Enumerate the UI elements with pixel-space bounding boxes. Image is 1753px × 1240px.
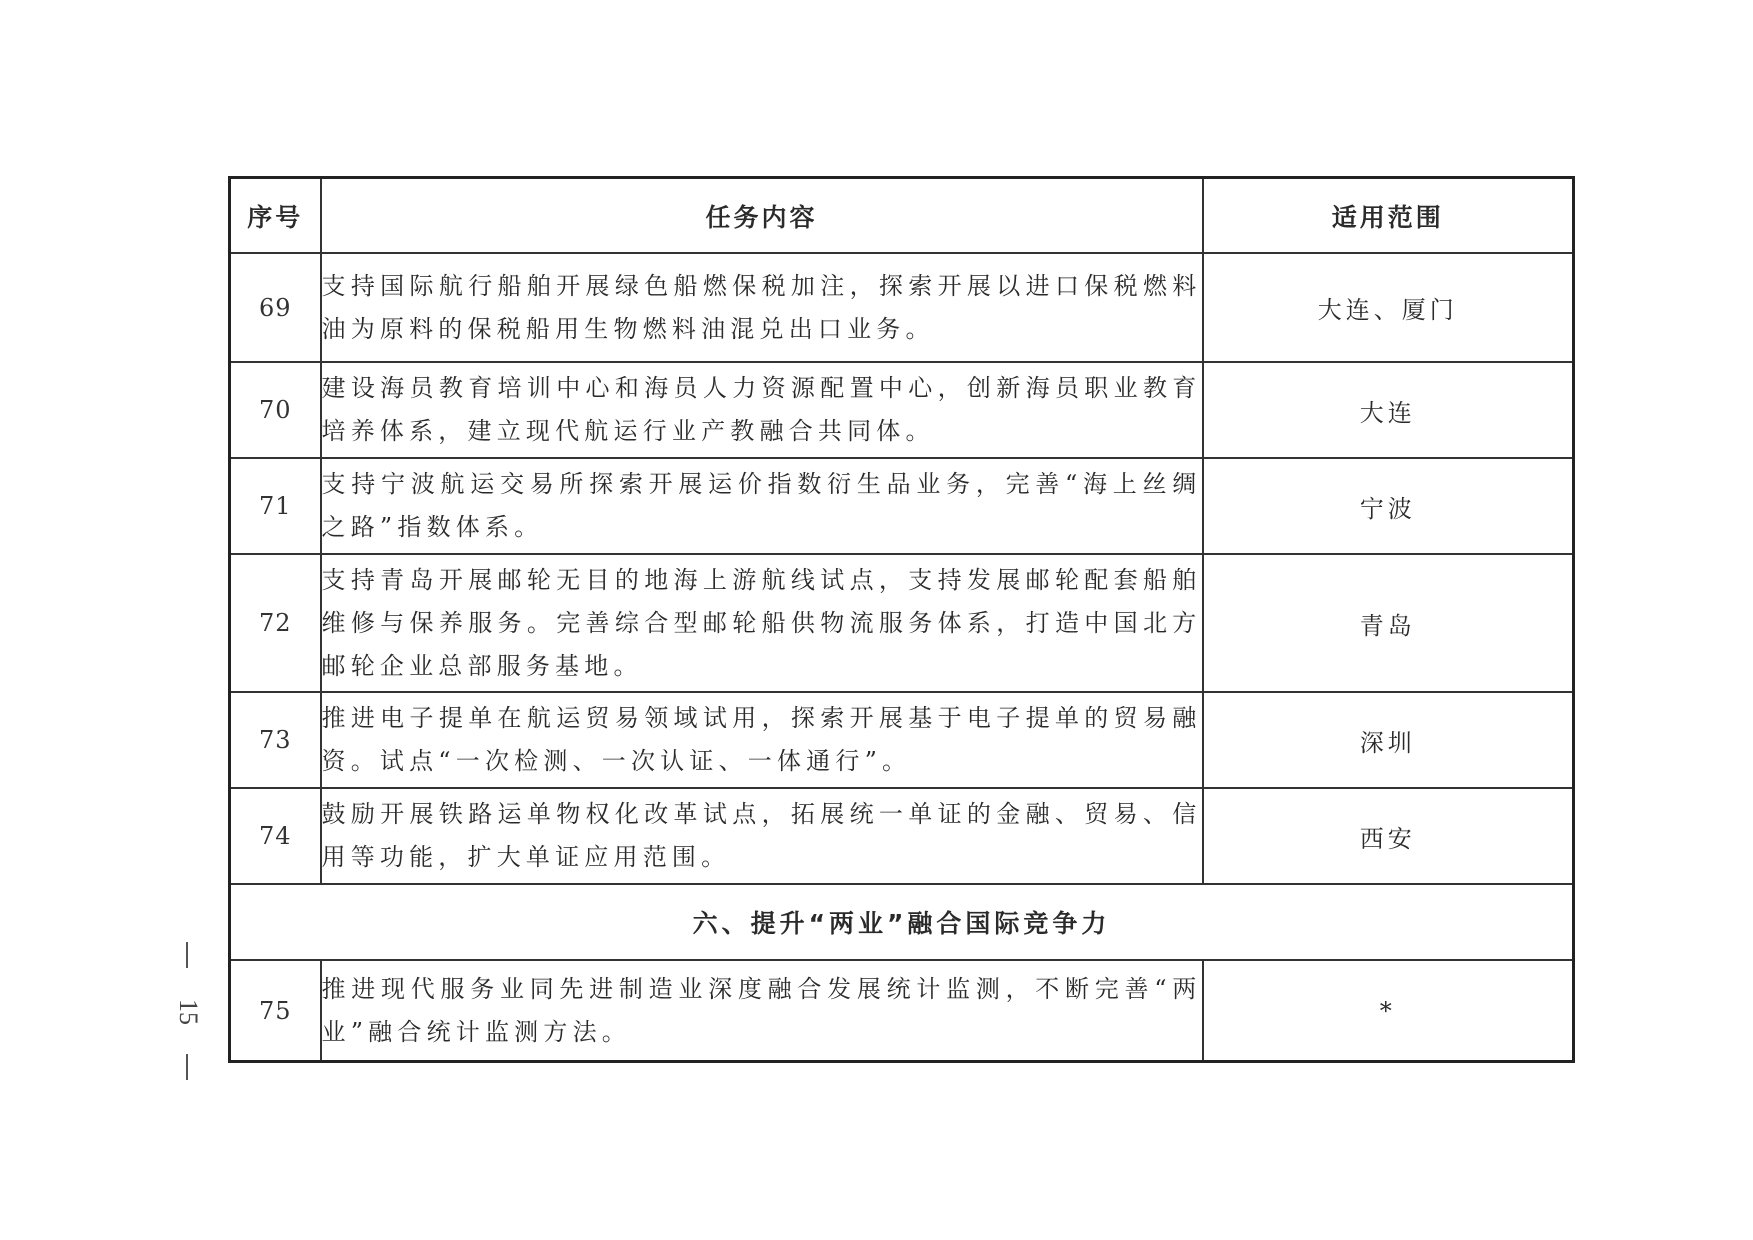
row-content: 支持宁波航运交易所探索开展运价指数衍生品业务，完善“海上丝绸之路”指数体系。 [321,458,1203,554]
table-row [230,458,1574,554]
row-scope: 西安 [1203,788,1574,884]
header-serial-number: 序号 [230,178,321,254]
row-scope: 大连、厦门 [1203,253,1574,362]
table-row [230,960,1574,1062]
row-scope: 宁波 [1203,458,1574,554]
page-number [168,942,208,1082]
page-number-dash-top [186,942,188,968]
row-scope: 深圳 [1203,692,1574,788]
section-title: 六、提升“两业”融合国际竞争力 [230,884,1574,960]
table-row [230,253,1574,362]
row-content: 支持青岛开展邮轮无目的地海上游航线试点，支持发展邮轮配套船舶维修与保养服务。完善综合型邮轮船供物流服务体系，打造中国北方邮轮企业总部服务基地。 [321,554,1203,692]
section-row [230,884,1574,960]
row-content: 支持国际航行船舶开展绿色船燃保税加注，探索开展以进口保税燃料油为原料的保税船用生物燃料油混兑出口业务。 [321,253,1203,362]
row-number: 71 [230,458,321,554]
row-number: 69 [230,253,321,362]
row-number: 74 [230,788,321,884]
header-task-content: 任务内容 [321,178,1203,254]
row-content: 推进电子提单在航运贸易领域试用，探索开展基于电子提单的贸易融资。试点“一次检测、一次认证、一体通行”。 [321,692,1203,788]
row-content: 推进现代服务业同先进制造业深度融合发展统计监测，不断完善“两业”融合统计监测方法。 [321,960,1203,1062]
table-row [230,362,1574,458]
row-scope: * [1203,960,1574,1062]
row-scope: 大连 [1203,362,1574,458]
row-content: 鼓励开展铁路运单物权化改革试点，拓展统一单证的金融、贸易、信用等功能，扩大单证应用范围。 [321,788,1203,884]
row-content: 建设海员教育培训中心和海员人力资源配置中心，创新海员职业教育培养体系，建立现代航运行业产教融合共同体。 [321,362,1203,458]
table-row [230,788,1574,884]
table-row [230,692,1574,788]
header-applicable-scope: 适用范围 [1203,178,1574,254]
table-row [230,554,1574,692]
row-scope: 青岛 [1203,554,1574,692]
row-number: 73 [230,692,321,788]
table-header-row [230,178,1574,254]
page-number-dash-bottom [186,1054,188,1080]
page-number-text: 15 [174,999,203,1025]
row-number: 72 [230,554,321,692]
row-number: 70 [230,362,321,458]
row-number: 75 [230,960,321,1062]
task-table [228,176,1575,1063]
